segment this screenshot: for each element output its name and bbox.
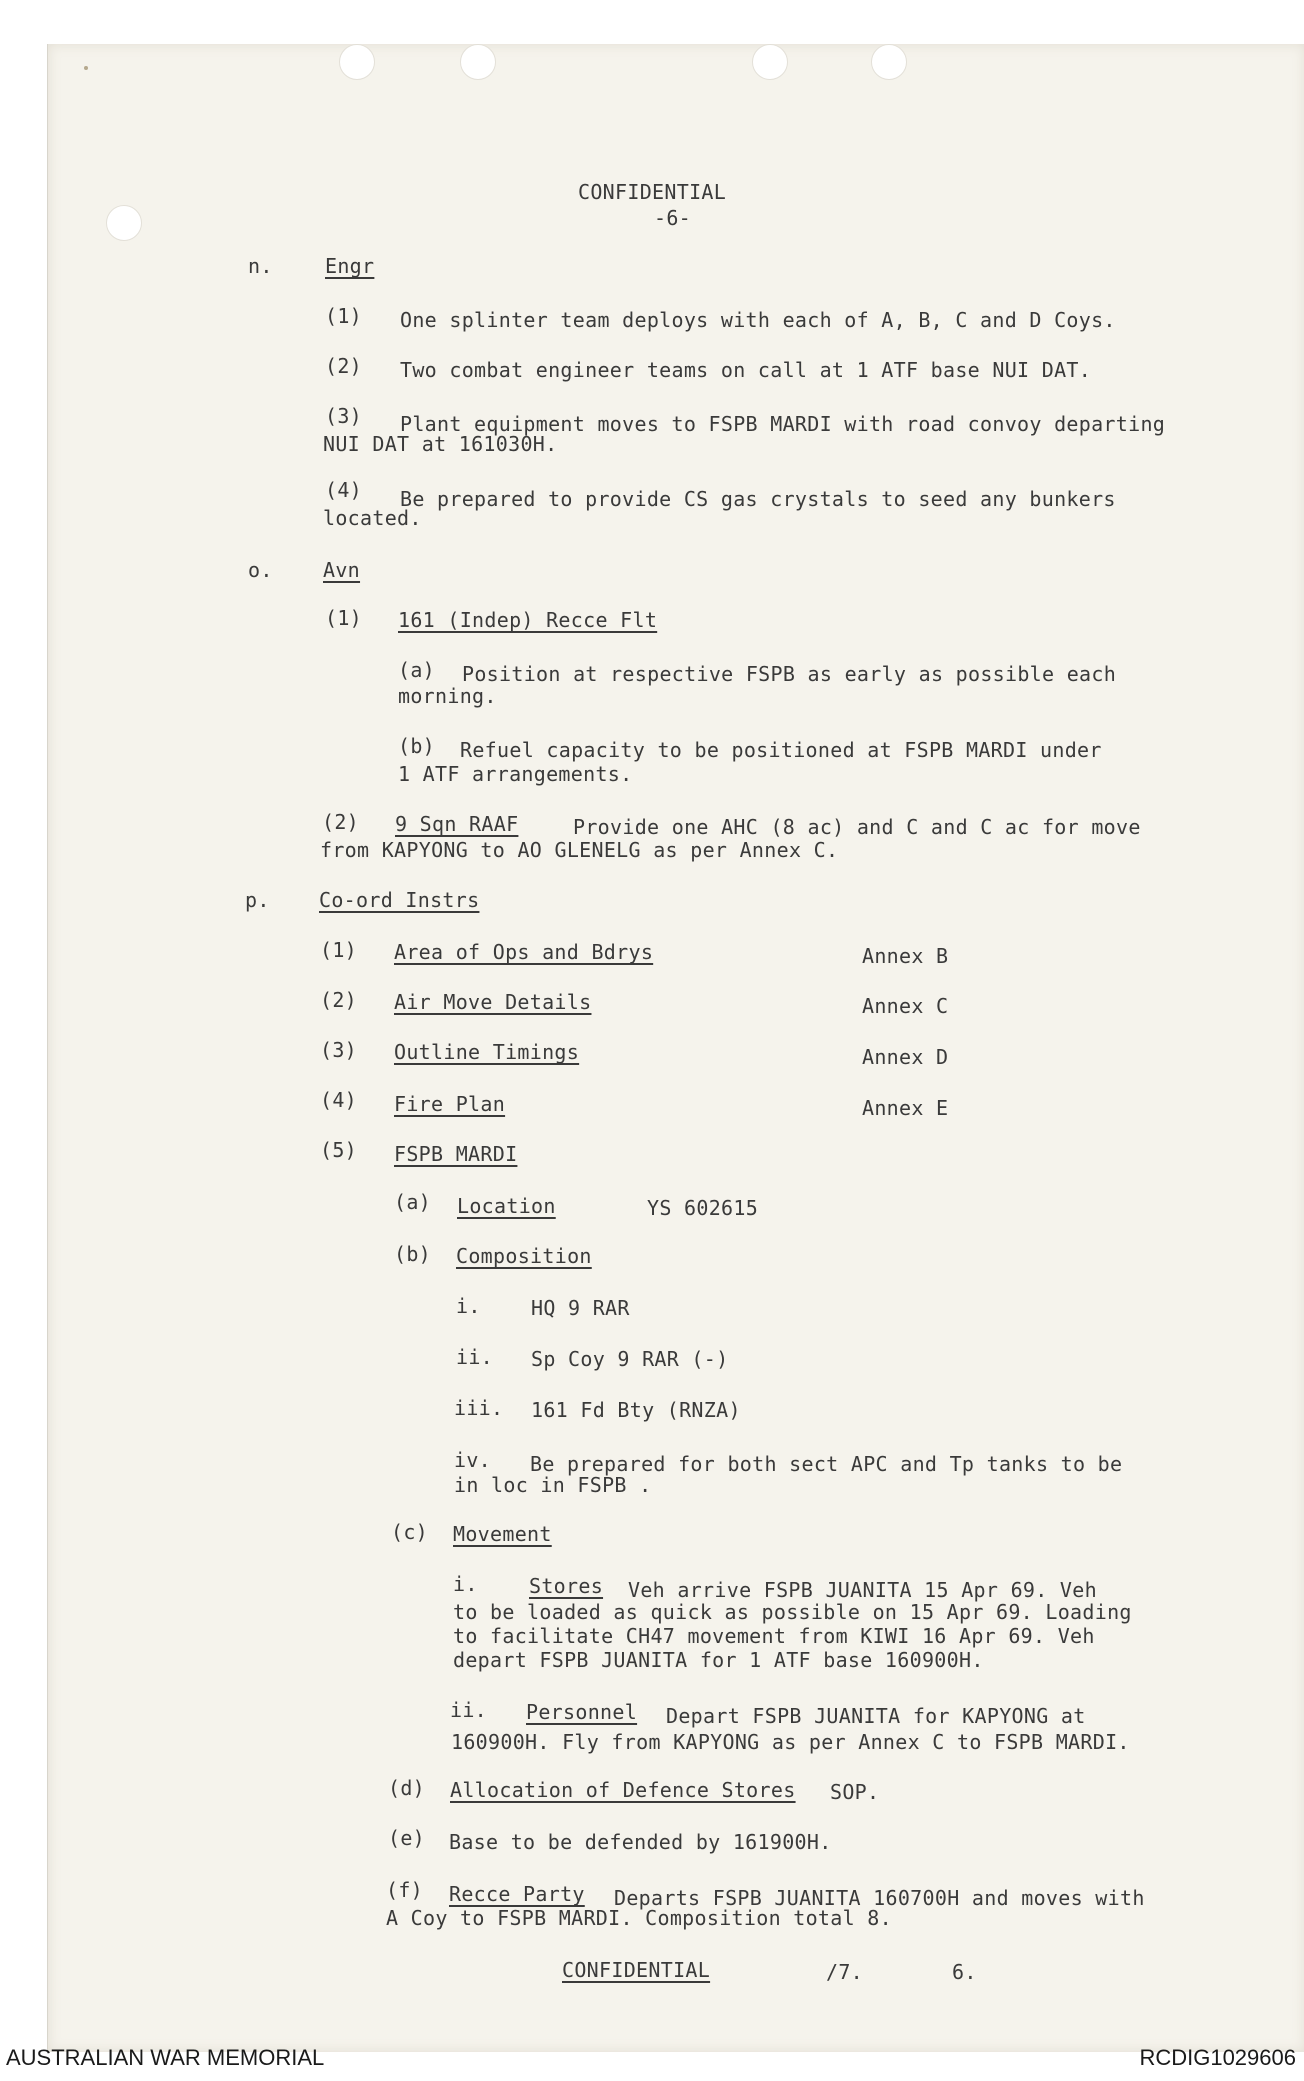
item-text: morning. (398, 684, 497, 708)
subsection-title: Area of Ops and Bdrys (394, 940, 654, 964)
subsection-title: Stores (529, 1574, 604, 1598)
item-number: (1) (325, 304, 363, 328)
item-number: (2) (320, 988, 358, 1012)
item-number: (5) (320, 1138, 358, 1162)
subsection-title: 161 (Indep) Recce Flt (398, 608, 658, 632)
annex-reference: Annex E (862, 1096, 949, 1120)
list-text: to be loaded as quick as possible on 15 Apr 69. Loading (453, 1600, 1132, 1624)
punch-hole (871, 44, 907, 80)
item-text: Base to be defended by 161900H. (449, 1830, 832, 1854)
item-number: (a) (394, 1190, 432, 1214)
list-number: iii. (454, 1396, 504, 1420)
item-number: (f) (386, 1878, 424, 1902)
list-number: i. (456, 1294, 481, 1318)
next-page-reference: /7. (826, 1960, 864, 1984)
list-text: 161 Fd Bty (RNZA) (531, 1398, 741, 1422)
punch-hole (339, 44, 375, 80)
list-text: 160900H. Fly from KAPYONG as per Annex C to FSPB MARDI. (451, 1730, 1130, 1754)
subsection-title: Outline Timings (394, 1040, 580, 1064)
section-letter: p. (245, 888, 270, 912)
item-number: (4) (325, 478, 363, 502)
list-text: Depart FSPB JUANITA for KAPYONG at (666, 1704, 1086, 1728)
classification-header: CONFIDENTIAL (578, 180, 727, 204)
item-text: Two combat engineer teams on call at 1 ATF base NUI DAT. (400, 358, 1092, 382)
section-title: Engr (325, 254, 375, 278)
list-text: depart FSPB JUANITA for 1 ATF base 160900H. (453, 1648, 984, 1672)
item-number: (2) (325, 354, 363, 378)
list-text: Sp Coy 9 RAR (-) (531, 1347, 729, 1371)
subsection-title: Movement (453, 1522, 552, 1546)
item-text: Departs FSPB JUANITA 160700H and moves with (614, 1886, 1145, 1910)
item-number: (b) (398, 734, 436, 758)
item-number: (1) (325, 606, 363, 630)
item-text: Position at respective FSPB as early as possible each (462, 662, 1117, 686)
annex-reference: Annex D (862, 1045, 949, 1069)
annex-reference: Annex B (862, 944, 949, 968)
item-text: Plant equipment moves to FSPB MARDI with road convoy departing (400, 412, 1166, 436)
item-text: Refuel capacity to be positioned at FSPB MARDI under (460, 738, 1102, 762)
archive-reference: RCDIG1029606 (1139, 2045, 1296, 2070)
subsection-title: FSPB MARDI (394, 1142, 518, 1166)
item-number: (2) (322, 810, 360, 834)
list-number: iv. (454, 1448, 492, 1472)
sheet-number: 6. (952, 1960, 977, 1984)
punch-hole (460, 44, 496, 80)
archive-name: AUSTRALIAN WAR MEMORIAL (6, 2045, 325, 2070)
subsection-title: Composition (456, 1244, 592, 1268)
grid-reference: YS 602615 (647, 1196, 759, 1220)
list-text: in loc in FSPB . (454, 1473, 652, 1497)
section-title: Co-ord Instrs (319, 888, 480, 912)
subsection-title: Recce Party (449, 1882, 585, 1906)
punch-hole (752, 44, 788, 80)
item-text: from KAPYONG to AO GLENELG as per Annex C. (320, 838, 839, 862)
list-text: Be prepared for both sect APC and Tp tanks to be (530, 1452, 1123, 1476)
item-text: NUI DAT at 161030H. (323, 432, 558, 456)
item-text: A Coy to FSPB MARDI. Composition total 8. (386, 1906, 892, 1930)
list-number: ii. (450, 1698, 488, 1722)
classification-footer: CONFIDENTIAL (562, 1958, 711, 1982)
item-number: (1) (320, 938, 358, 962)
subsection-title: Allocation of Defence Stores (450, 1778, 796, 1802)
list-number: ii. (456, 1345, 494, 1369)
page-number: -6- (654, 206, 692, 230)
list-number: i. (453, 1572, 478, 1596)
subsection-title: Location (457, 1194, 556, 1218)
item-number: (a) (398, 658, 436, 682)
item-number: (d) (388, 1776, 426, 1800)
punch-hole (106, 205, 142, 241)
list-text: HQ 9 RAR (531, 1296, 630, 1320)
item-text: One splinter team deploys with each of A, B, C and D Coys. (400, 308, 1116, 332)
item-number: (e) (388, 1826, 426, 1850)
item-text: 1 ATF arrangements. (398, 762, 633, 786)
annex-reference: Annex C (862, 994, 949, 1018)
item-text: Be prepared to provide CS gas crystals to seed any bunkers (400, 487, 1116, 511)
subsection-title: 9 Sqn RAAF (395, 812, 519, 836)
item-number: (4) (320, 1088, 358, 1112)
item-number: (b) (394, 1242, 432, 1266)
item-number: (3) (325, 404, 363, 428)
item-text: located. (323, 506, 422, 530)
section-letter: o. (248, 558, 273, 582)
subsection-title: Fire Plan (394, 1092, 506, 1116)
subsection-title: Personnel (526, 1700, 638, 1724)
subsection-title: Air Move Details (394, 990, 592, 1014)
item-number: (c) (391, 1520, 429, 1544)
list-text: to facilitate CH47 movement from KIWI 16 Apr 69. Veh (453, 1624, 1095, 1648)
paper-mark (84, 66, 88, 70)
list-text: Veh arrive FSPB JUANITA 15 Apr 69. Veh (628, 1578, 1097, 1602)
section-title: Avn (323, 558, 361, 582)
item-number: (3) (320, 1038, 358, 1062)
item-text: Provide one AHC (8 ac) and C and C ac for move (573, 815, 1141, 839)
section-letter: n. (248, 254, 273, 278)
item-text: SOP. (830, 1780, 880, 1804)
